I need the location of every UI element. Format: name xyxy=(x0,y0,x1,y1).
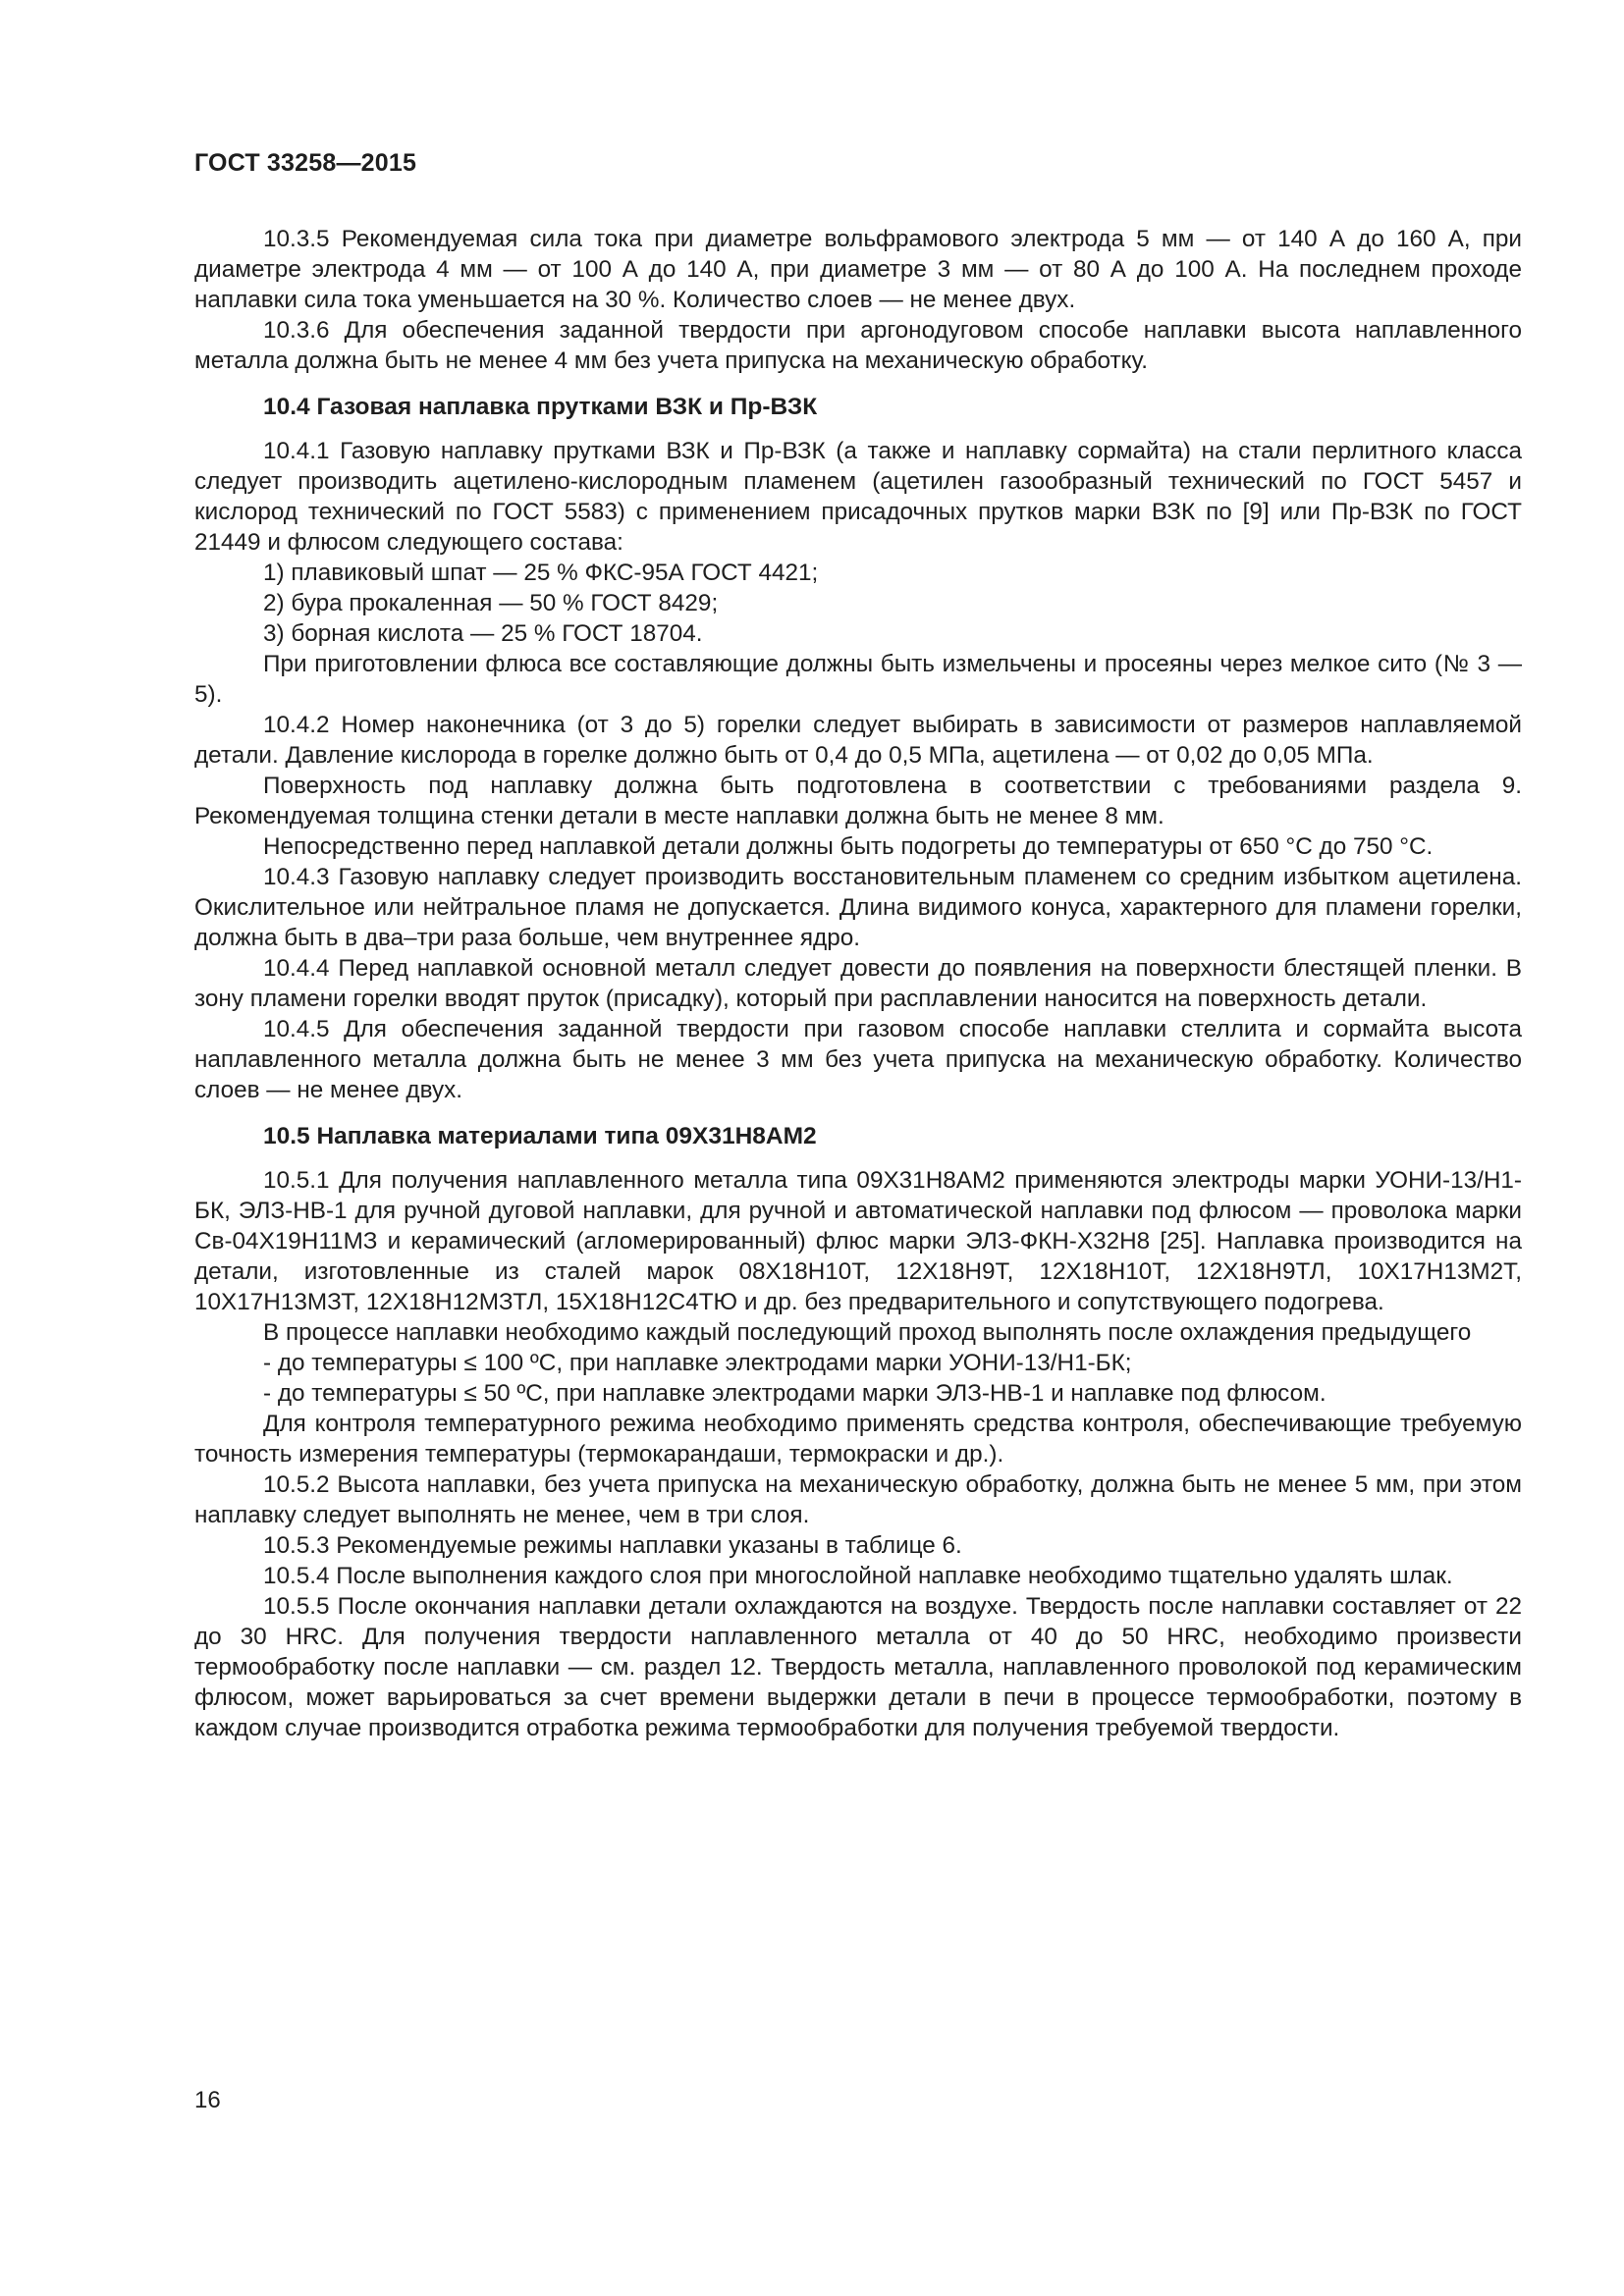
list-item: 3) борная кислота — 25 % ГОСТ 18704. xyxy=(263,620,703,647)
section-heading-10-5: 10.5 Наплавка материалами типа 09Х31Н8АМ2 xyxy=(263,1123,817,1149)
paragraph-interpass-cooling: В процессе наплавки необходимо каждый последующий проход выполнять после охлаждения предыдущего xyxy=(263,1319,1472,1346)
document-header: ГОСТ 33258—2015 xyxy=(194,149,417,177)
paragraph-10-4-4: 10.4.4 Перед наплавкой основной металл следует довести до появления на поверхности блестящей пленки. В зону пламени горелки вводят пруток (присадку), который при расплавлении наносится на поверхность детали. xyxy=(194,955,1522,1012)
paragraph-10-5-1: 10.5.1 Для получения наплавленного металла типа 09Х31Н8АМ2 применяются электроды марки УОНИ-13/Н1-БК, ЭЛЗ-НВ-1 для ручной дуговой наплавки, для ручной и автоматической наплавки под флюсом — проволока марки Св-04Х19Н11МЗ и керамический (агломерированный) флюс марки ЭЛЗ-ФКН-Х32Н8 [25]. Наплавка производится на детали, изготовленные из сталей марок 08Х18Н10Т, 12Х18Н9Т, 12Х18Н10Т, 12Х18Н9ТЛ, 10Х17Н13М2Т, 10Х17Н13МЗТ, 12Х18Н12МЗТЛ, 15Х18Н12С4ТЮ и др. без предварительного и сопутствующего подогрева. xyxy=(194,1167,1522,1315)
paragraph-10-5-3: 10.5.3 Рекомендуемые режимы наплавки указаны в таблице 6. xyxy=(263,1532,962,1559)
paragraph-surface-prep: Поверхность под наплавку должна быть подготовлена в соответствии с требованиями раздела 9. Рекомендуемая толщина стенки детали в месте наплавки должна быть не менее 8 мм. xyxy=(194,773,1522,829)
paragraph-10-5-5: 10.5.5 После окончания наплавки детали охлаждаются на воздухе. Твердость после наплавки составляет от 22 до 30 HRC. Для получения твердости наплавленного металла от 40 до 50 HRC, необходимо произвести термообработку после наплавки — см. раздел 12. Твердость металла, наплавленного проволокой под керамическим флюсом, может варьироваться за счет времени выдержки детали в печи в процессе термообработки, поэтому в каждом случае производится отработка режима термообработки для получения требуемой твердости. xyxy=(194,1593,1522,1741)
paragraph-10-4-3: 10.4.3 Газовую наплавку следует производить восстановительным пламенем со средним избытком ацетилена. Окислительное или нейтральное пламя не допускается. Длина видимого конуса, характерного для пламени горелки, должна быть в два–три раза больше, чем внутреннее ядро. xyxy=(194,864,1522,951)
document-body xyxy=(194,224,1522,1743)
page-number: 16 xyxy=(194,2087,221,2113)
list-item: 2) бура прокаленная — 50 % ГОСТ 8429; xyxy=(263,590,719,616)
paragraph-temperature-control: Для контроля температурного режима необходимо применять средства контроля, обеспечивающие требуемую точность измерения температуры (термокарандаши, термокраски и др.). xyxy=(194,1411,1522,1468)
paragraph-10-3-6: 10.3.6 Для обеспечения заданной твердости при аргонодуговом способе наплавки высота наплавленного металла должна быть не менее 4 мм без учета припуска на механическую обработку. xyxy=(194,317,1522,374)
paragraph-10-5-4: 10.5.4 После выполнения каждого слоя при многослойной наплавке необходимо тщательно удалять шлак. xyxy=(263,1563,1453,1589)
paragraph-10-3-5: 10.3.5 Рекомендуемая сила тока при диаметре вольфрамового электрода 5 мм — от 140 А до 160 А, при диаметре электрода 4 мм — от 100 А до 140 А, при диаметре 3 мм — от 80 А до 100 А. На последнем проходе наплавки сила тока уменьшается на 30 %. Количество слоев — не менее двух. xyxy=(194,226,1522,313)
list-item: - до температуры ≤ 50 ºС, при наплавке электродами марки ЭЛЗ-НВ-1 и наплавке под флюсом. xyxy=(263,1380,1326,1407)
paragraph-10-4-5: 10.4.5 Для обеспечения заданной твердости при газовом способе наплавки стеллита и сормайта высота наплавленного металла должна быть не менее 3 мм без учета припуска на механическую обработку. Количество слоев — не менее двух. xyxy=(194,1016,1522,1103)
paragraph-10-5-2: 10.5.2 Высота наплавки, без учета припуска на механическую обработку, должна быть не менее 5 мм, при этом наплавку следует выполнять не менее, чем в три слоя. xyxy=(194,1471,1522,1528)
paragraph-10-4-1: 10.4.1 Газовую наплавку прутками ВЗК и Пр-ВЗК (а также и наплавку сормайта) на стали перлитного класса следует производить ацетилено-кислородным пламенем (ацетилен газообразный технический по ГОСТ 5457 и кислород технический по ГОСТ 5583) с применением присадочных прутков марки ВЗК по [9] или Пр-ВЗК по ГОСТ 21449 и флюсом следующего состава: xyxy=(194,438,1522,556)
flux-composition-list xyxy=(194,558,1522,649)
section-heading-10-4: 10.4 Газовая наплавка прутками ВЗК и Пр-ВЗК xyxy=(263,394,818,420)
temperature-list xyxy=(194,1348,1522,1409)
list-item: - до температуры ≤ 100 ºС, при наплавке электродами марки УОНИ-13/Н1-БК; xyxy=(263,1350,1132,1376)
paragraph-flux-preparation: При приготовлении флюса все составляющие должны быть измельчены и просеяны через мелкое сито (№ 3 — 5). xyxy=(194,651,1522,708)
list-item: 1) плавиковый шпат — 25 % ФКС-95А ГОСТ 4421; xyxy=(263,560,819,586)
paragraph-preheat: Непосредственно перед наплавкой детали должны быть подогреты до температуры от 650 °С до 750 °С. xyxy=(263,833,1434,860)
paragraph-10-4-2: 10.4.2 Номер наконечника (от 3 до 5) горелки следует выбирать в зависимости от размеров наплавляемой детали. Давление кислорода в горелке должно быть от 0,4 до 0,5 МПа, ацетилена — от 0,02 до 0,05 МПа. xyxy=(194,712,1522,769)
